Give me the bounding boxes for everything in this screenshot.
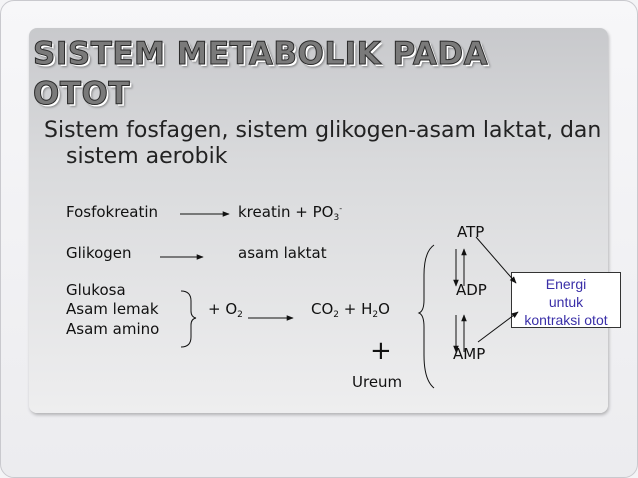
- po3-superscript: -: [339, 204, 343, 213]
- label-glukosa: Glukosa: [66, 281, 126, 299]
- energy-line-2: untuk: [548, 294, 584, 310]
- title-line-1: SISTEM METABOLIK PADA: [33, 36, 489, 72]
- label-glikogen: Glikogen: [66, 244, 132, 262]
- h2o-subscript: 2: [372, 310, 379, 320]
- h2o-text-b: O: [378, 300, 390, 318]
- h2o-text-a: + H: [339, 300, 373, 318]
- title-line-2: OTOT: [33, 76, 130, 112]
- plus-sign: +: [370, 336, 392, 366]
- brace-products: [419, 245, 434, 388]
- label-asam-laktat: asam laktat: [238, 244, 327, 262]
- label-fosfokreatin: Fosfokreatin: [66, 203, 159, 221]
- label-atp: ATP: [457, 223, 485, 241]
- arrow-adp-to-energy: [478, 312, 518, 342]
- arrow-atp-to-energy: [476, 237, 516, 283]
- o2-text: + O: [208, 300, 238, 318]
- label-asam-lemak: Asam lemak: [66, 300, 159, 318]
- label-ureum: Ureum: [352, 373, 403, 391]
- kreatin-text: kreatin + PO: [238, 203, 334, 221]
- o2-subscript: 2: [237, 310, 243, 320]
- brace-substrates: [181, 291, 196, 347]
- co2-text: CO: [311, 300, 334, 318]
- slide-subtitle: Sistem fosfagen, sistem glikogen-asam laktat, dan sistem aerobik: [44, 118, 602, 169]
- energy-line-3: kontraksi otot: [524, 312, 608, 328]
- label-adp: ADP: [456, 281, 487, 299]
- energy-line-1: Energi: [545, 276, 587, 292]
- label-asam-amino: Asam amino: [66, 320, 160, 338]
- co2-subscript: 2: [333, 310, 340, 320]
- label-amp: AMP: [453, 345, 486, 363]
- po3-subscript: 3: [333, 213, 340, 223]
